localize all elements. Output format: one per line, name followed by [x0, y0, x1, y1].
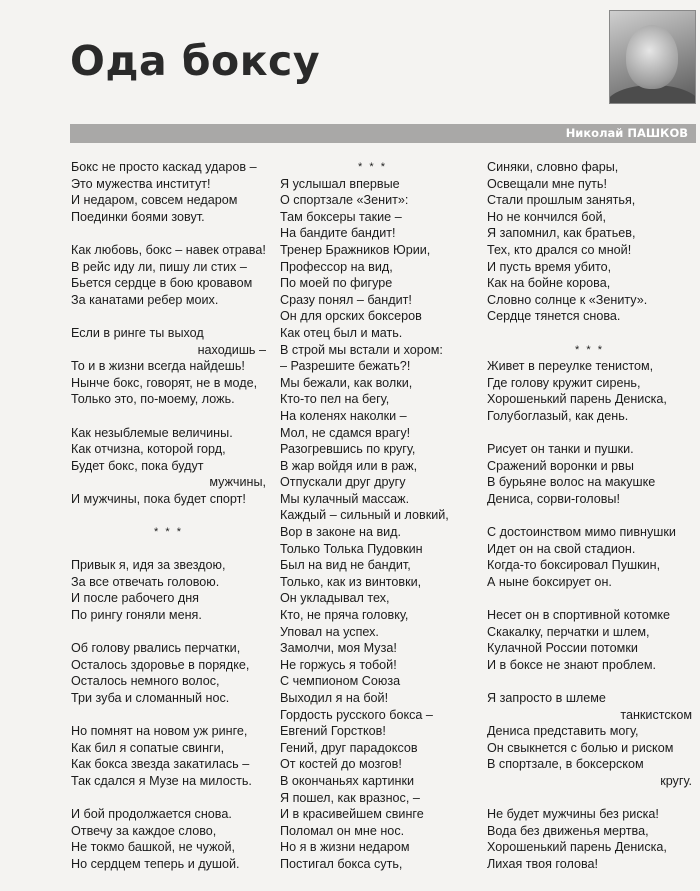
poem-line: Я услышал впервые — [280, 176, 400, 191]
poem-column-3 — [487, 159, 692, 873]
poem-line: Тренер Бражников Юрии, — [280, 242, 431, 257]
poem-line: С чемпионом Союза — [280, 674, 401, 689]
poem-line: Сражений воронки и рвы — [487, 458, 634, 473]
poem-line: Это мужества институт! — [71, 176, 211, 191]
poem-line: И пусть время убито, — [487, 259, 612, 274]
section-divider: * * * — [154, 526, 183, 539]
poem-line: Как бил я сопатые свинги, — [71, 740, 225, 755]
poem-line: А ныне боксирует он. — [487, 574, 612, 589]
poem-line: Дениса, сорви-головы! — [487, 491, 620, 506]
poem-line: Я запомнил, как братьев, — [487, 226, 636, 241]
poem-line: На коленях наколки – — [280, 408, 407, 423]
stanza-break — [71, 507, 266, 524]
poem-line: Но я в жизни недаром — [280, 840, 410, 855]
poem-line: Сердце тянется снова. — [487, 309, 621, 324]
poem-line: Где голову кружит сирень, — [487, 375, 641, 390]
poem-line: В спортзале, в боксерском — [487, 757, 644, 772]
poem-line: Хорошенький парень Дениска, — [487, 840, 667, 855]
stanza-break — [71, 225, 266, 242]
poem-line: Как бокса звезда закатилась – — [71, 757, 250, 772]
poem-line: За все отвечать головою. — [71, 574, 220, 589]
poem-line: Он для орских боксеров — [280, 309, 422, 324]
stanza-break — [487, 507, 692, 524]
poem-line: Уповал на успех. — [280, 624, 379, 639]
poem-column-2 — [280, 159, 465, 873]
poem-line: Три зуба и сломанный нос. — [71, 691, 230, 705]
poem-line: Вор в законе на вид. — [280, 525, 402, 540]
poem-line: И в боксе не знают проблем. — [487, 657, 657, 672]
poem-line: Гений, друг парадоксов — [280, 740, 418, 755]
poem-line: Будет бокс, пока будут — [71, 458, 204, 473]
stanza-break — [487, 425, 692, 442]
poem-line: То и в жизни всегда найдешь! — [71, 359, 245, 374]
poem-line: Нынче бокс, говорят, не в моде, — [71, 375, 258, 390]
poem-line: Как незыблемые величины. — [71, 425, 233, 440]
poem-line: В жар войдя или в раж, — [280, 458, 418, 473]
poem-line: Евгений Горстков! — [280, 724, 386, 739]
poem-line: Идет он на свой стадион. — [487, 541, 636, 556]
poem-line: Несет он в спортивной котомке — [487, 608, 671, 623]
poem-line: Каждый – сильный и ловкий, — [280, 508, 449, 523]
poem-line: И недаром, совсем недаром — [71, 193, 238, 208]
poem-line: Кто-то пел на бегу, — [280, 392, 390, 407]
poem-line: Поединки боями зовут. — [71, 209, 205, 224]
stanza-break — [487, 325, 692, 342]
poem-line: Разогревшись по кругу, — [280, 442, 416, 457]
poem-line: Как на бойне корова, — [487, 276, 611, 291]
poem-line: Вода без движенья мертва, — [487, 823, 649, 838]
poem-line: В бурьяне волос на макушке — [487, 475, 656, 490]
poem-line: Освещали мне путь! — [487, 176, 607, 191]
poem-line: И в красивейшем свинге — [280, 807, 424, 822]
poem-line: Он укладывал тех, — [280, 591, 390, 606]
poem-line: Отпускали друг другу — [280, 475, 406, 490]
poem-line: находишь – — [197, 342, 266, 357]
poem-line: Гордость русского бокса – — [280, 707, 433, 722]
poem-line: Когда-то боксировал Пушкин, — [487, 558, 661, 573]
poem-line: Сразу понял – бандит! — [280, 292, 412, 307]
poem-line: По рингу гоняли меня. — [71, 608, 202, 623]
poem-line: Мол, не сдамся врагу! — [280, 425, 411, 440]
poem-line: Скакалку, перчатки и шлем, — [487, 624, 650, 639]
poem-line: Тех, кто дрался со мной! — [487, 242, 632, 257]
poem-column-1 — [71, 159, 266, 873]
poem-line: Я запросто в шлеме — [487, 691, 606, 705]
poem-line: Хорошенький парень Дениска, — [487, 392, 667, 407]
poem-line: Привык я, идя за звездою, — [71, 558, 226, 573]
poem-line: Кто, не пряча головку, — [280, 608, 409, 623]
poem-line: Кулачной России потомки — [487, 641, 638, 656]
poem-line: Дениса представить могу, — [487, 724, 639, 739]
poem-line: Мы кулачный массаж. — [280, 491, 410, 506]
poem-line: Стали прошлым занятья, — [487, 193, 636, 208]
poem-line: За канатами ребер моих. — [71, 292, 219, 307]
stanza-break — [71, 308, 266, 325]
poem-line: Только Толька Пудовкин — [280, 541, 423, 556]
poem-line: От костей до мозгов! — [280, 757, 402, 772]
poem-line: кругу. — [660, 773, 692, 788]
poem-line: Там боксеры такие – — [280, 209, 402, 224]
author-photo — [609, 10, 696, 104]
poem-line: Только, как из винтовки, — [280, 574, 422, 589]
poem-line: Я пошел, как вразнос, – — [280, 790, 420, 805]
poem-line: Осталось немного волос, — [71, 674, 220, 689]
poem-line: Об голову рвались перчатки, — [71, 641, 241, 656]
poem-line: О спортзале «Зенит»: — [280, 193, 409, 208]
poem-line: Замолчи, моя Муза! — [280, 641, 397, 656]
page-title: Ода боксу — [70, 37, 321, 85]
section-divider: * * * — [575, 343, 604, 356]
poem-line: В рейс иду ли, пишу ли стих – — [71, 259, 247, 274]
stanza-break — [487, 790, 692, 807]
stanza-break — [487, 590, 692, 607]
poem-line: Мы бежали, как волки, — [280, 375, 413, 390]
poem-line: Поломал он мне нос. — [280, 823, 405, 838]
poem-line: Но помнят на новом уж ринге, — [71, 724, 248, 739]
poem-line: Лихая твоя голова! — [487, 856, 599, 871]
poem-line: Не будет мужчины без риска! — [487, 807, 659, 822]
poem-line: Рисует он танки и пушки. — [487, 442, 634, 457]
poem-line: И мужчины, пока будет спорт! — [71, 491, 246, 506]
poem-line: Голубоглазый, как день. — [487, 408, 629, 423]
poem-line: Но не кончился бой, — [487, 209, 606, 224]
poem-line: Так сдался я Музе на милость. — [71, 773, 252, 788]
poem-line: Отвечу за каждое слово, — [71, 823, 217, 838]
poem-line: Если в ринге ты выход — [71, 325, 204, 340]
poem-line: Как любовь, бокс – навек отрава! — [71, 242, 266, 257]
poem-line: По моей по фигуре — [280, 276, 393, 291]
author-bar — [70, 124, 696, 143]
poem-line: И бой продолжается снова. — [71, 807, 232, 822]
poem-line: Живет в переулке тенистом, — [487, 359, 654, 374]
poem-line: танкистском — [620, 707, 692, 722]
poem-line: Словно солнце к «Зениту». — [487, 292, 648, 307]
poem-line: Осталось здоровье в порядке, — [71, 657, 250, 672]
photo-head — [626, 25, 678, 89]
poem-line: Был на вид не бандит, — [280, 558, 411, 573]
stanza-break — [71, 541, 266, 558]
poem-line: Как отчизна, которой горд, — [71, 442, 226, 457]
poem-line: – Разрешите бежать?! — [280, 359, 411, 374]
section-divider: * * * — [358, 161, 387, 173]
stanza-break — [71, 707, 266, 724]
poem-line: Бокс не просто каскад ударов – — [71, 160, 257, 174]
poem-line: На бандите бандит! — [280, 226, 396, 241]
stanza-break — [71, 624, 266, 641]
poem-line: Как отец был и мать. — [280, 325, 403, 340]
poem-line: мужчины, — [209, 475, 266, 490]
poem-line: Только это, по-моему, ложь. — [71, 392, 235, 407]
poem-line: Постигал бокса суть, — [280, 856, 403, 871]
stanza-break — [487, 673, 692, 690]
stanza-break — [71, 790, 266, 807]
poem-line: Выходил я на бой! — [280, 691, 389, 705]
poem-line: Не токмо башкой, не чужой, — [71, 840, 236, 855]
poem-line: Бьется сердце в бою кровавом — [71, 276, 253, 291]
poem-line: Он свыкнется с болью и риском — [487, 740, 674, 755]
poem-line: В строй мы встали и хором: — [280, 342, 443, 357]
poem-line: Синяки, словно фары, — [487, 160, 619, 174]
stanza-break — [71, 408, 266, 425]
poem-line: С достоинством мимо пивнушки — [487, 525, 676, 540]
poem-line: Не горжусь я тобой! — [280, 657, 397, 672]
poem-line: Но сердцем теперь и душой. — [71, 856, 240, 871]
author-name: Николай ПАШКОВ — [565, 126, 688, 140]
poem-line: И после рабочего дня — [71, 591, 199, 606]
poem-line: В окончаньях картинки — [280, 773, 415, 788]
poem-line: Профессор на вид, — [280, 259, 393, 274]
